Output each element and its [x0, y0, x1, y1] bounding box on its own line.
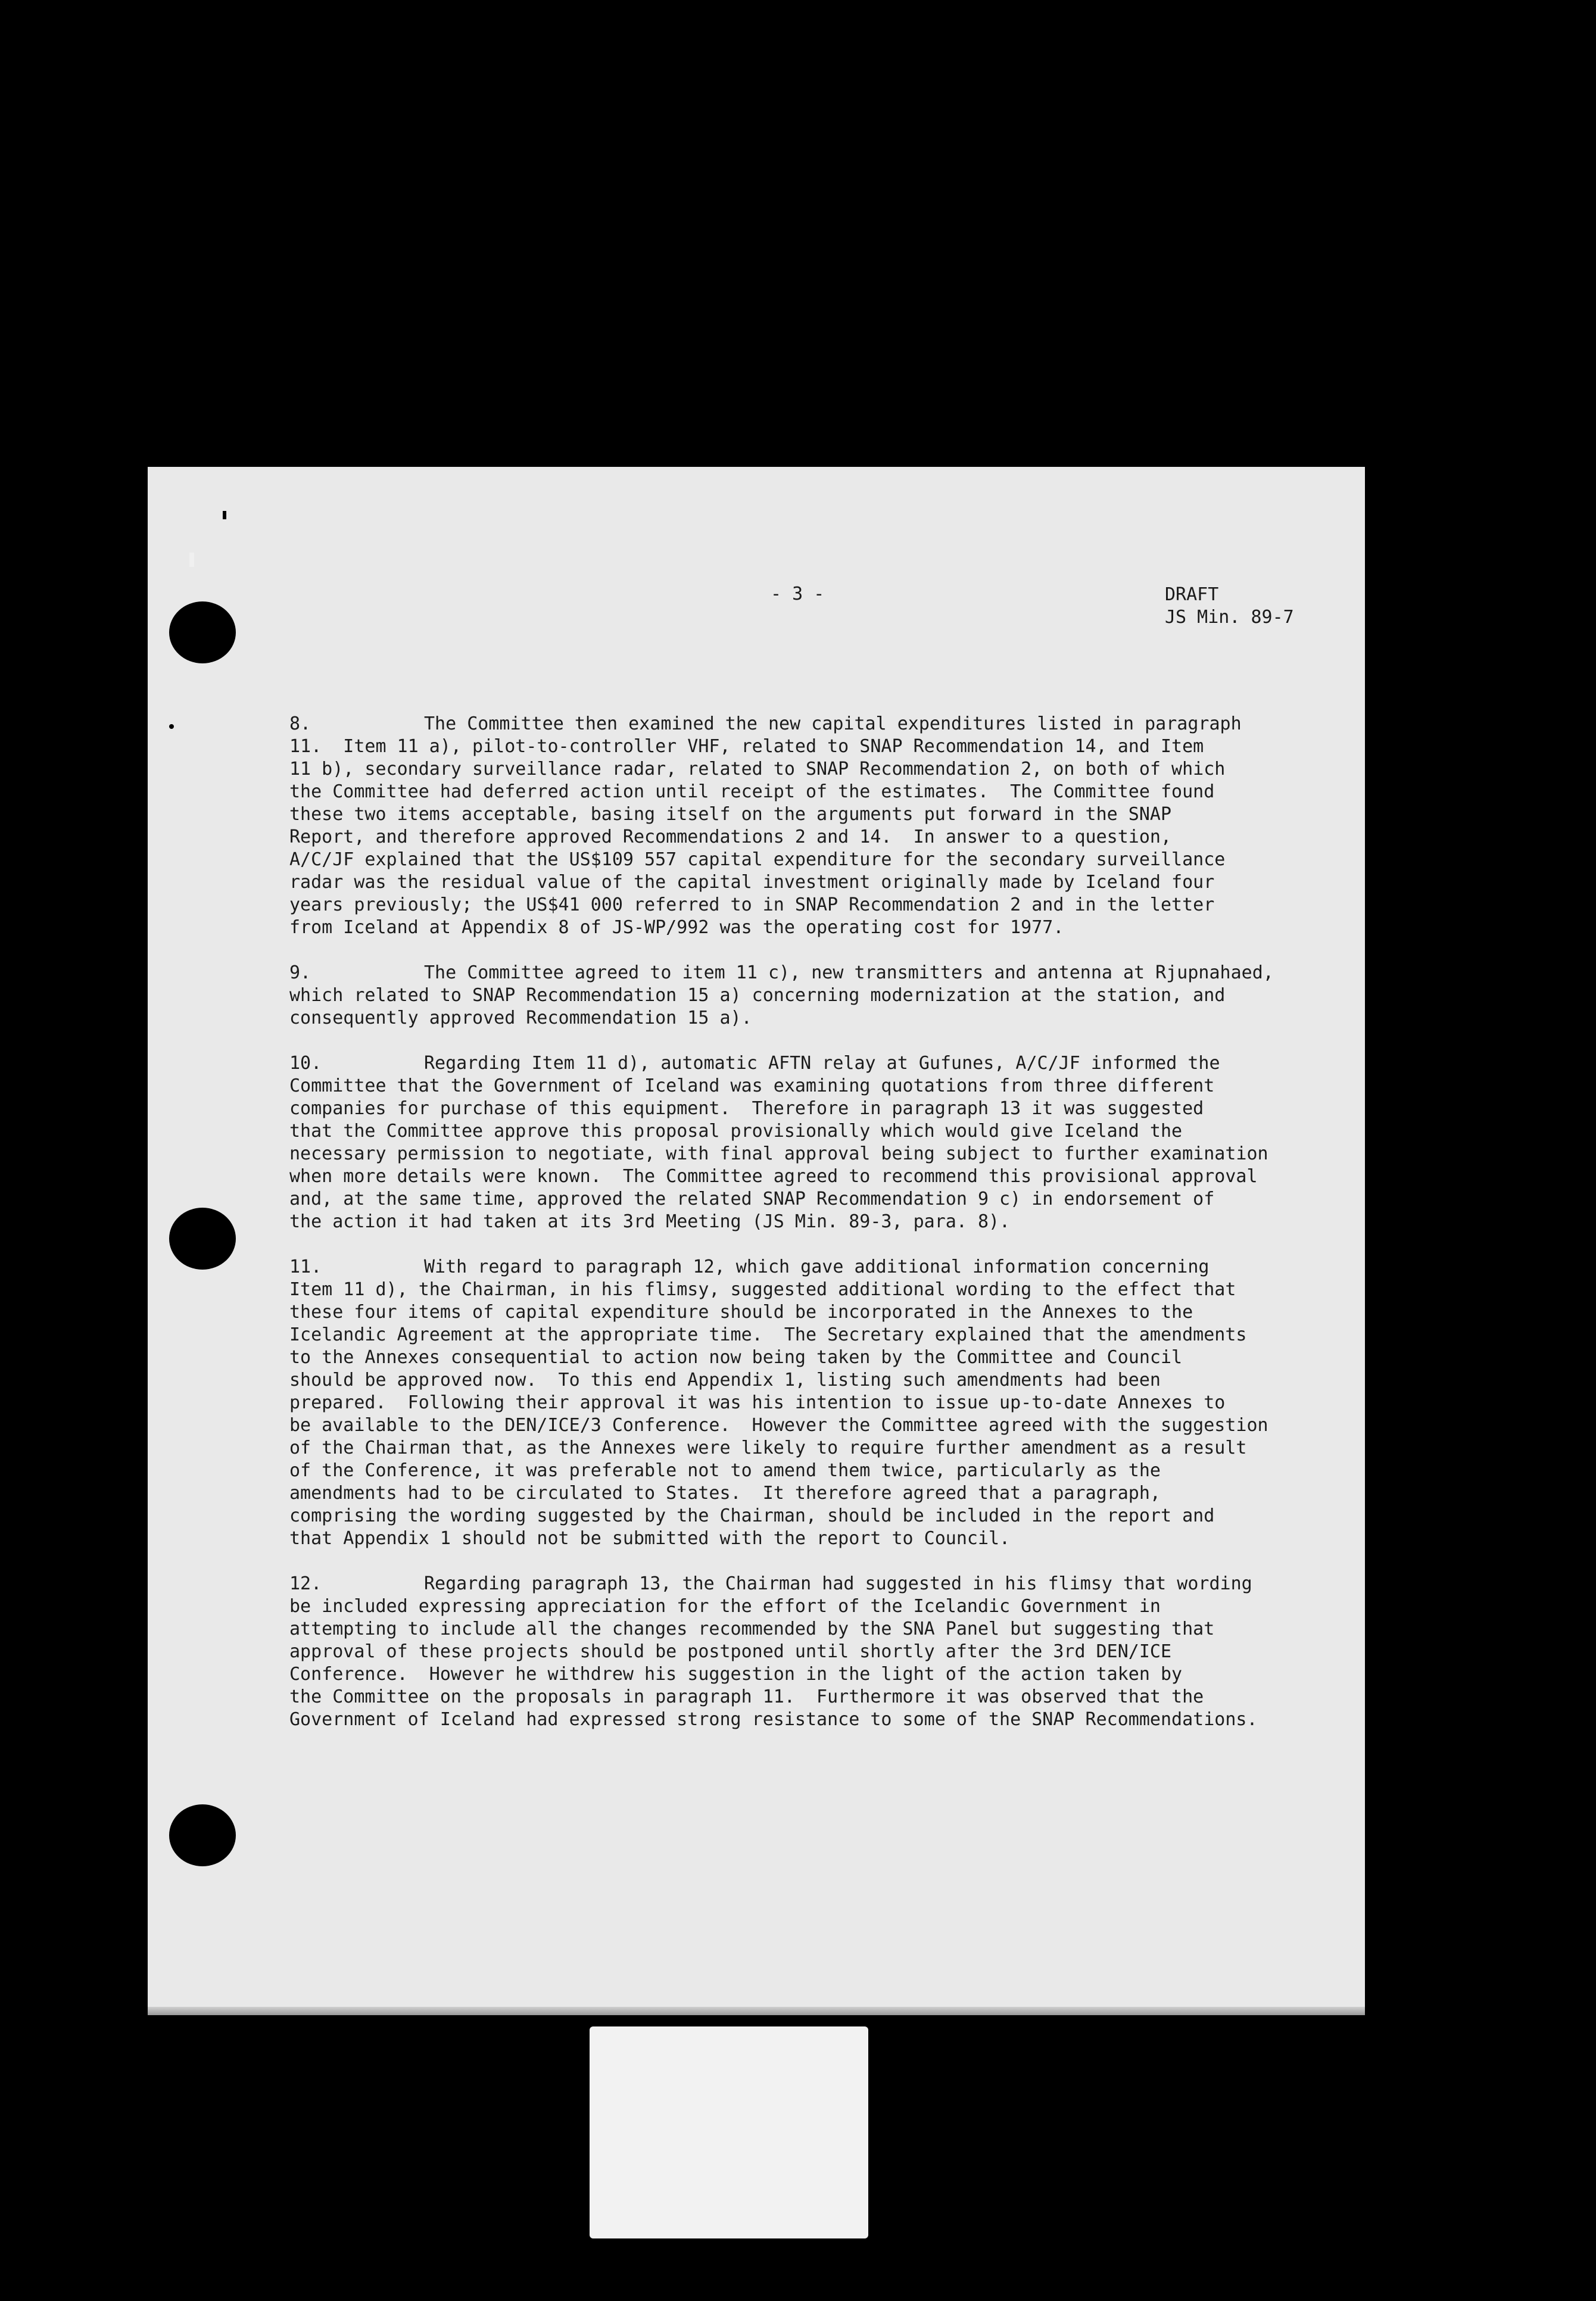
text-line: these two items acceptable, basing itself on the arguments put forward in the SNAP	[289, 804, 1172, 825]
text-line: Regarding paragraph 13, the Chairman had suggested in his flimsy that wording	[424, 1573, 1252, 1594]
text-line: be included expressing appreciation for the effort of the Icelandic Government in	[289, 1596, 1161, 1617]
paragraph-11	[289, 1256, 1361, 1550]
text-line: Item 11 d), the Chairman, in his flimsy, suggested additional wording to the effect that	[289, 1279, 1236, 1300]
text-line: to the Annexes consequential to action now being taken by the Committee and Council	[289, 1347, 1183, 1368]
draft-label: DRAFT	[1165, 584, 1219, 605]
text-line: Icelandic Agreement at the appropriate time. The Secretary explained that the amendments	[289, 1324, 1247, 1345]
text-line: that the Committee approve this proposal provisionally which would give Iceland the	[289, 1121, 1183, 1142]
text-line: should be approved now. To this end Appendix 1, listing such amendments had been	[289, 1370, 1161, 1390]
paragraph-10	[289, 1052, 1361, 1233]
punch-hole-middle	[169, 1208, 236, 1270]
text-line: that Appendix 1 should not be submitted with the report to Council.	[289, 1528, 1011, 1549]
text-line: Government of Iceland had expressed strong resistance to some of the SNAP Recommendations.	[289, 1709, 1258, 1730]
paper-tab	[590, 2026, 868, 2238]
paragraph-number: 9.	[289, 962, 311, 983]
text-line: consequently approved Recommendation 15 a).	[289, 1008, 752, 1028]
page-number: - 3 -	[771, 584, 825, 604]
punch-hole-top	[169, 601, 236, 663]
document-page	[148, 467, 1365, 2015]
paragraph-number: 10.	[289, 1053, 322, 1074]
text-line: With regard to paragraph 12, which gave additional information concerning	[424, 1256, 1210, 1277]
text-line: from Iceland at Appendix 8 of JS-WP/992 was the operating cost for 1977.	[289, 917, 1064, 938]
text-line: these four items of capital expenditure should be incorporated in the Annexes to the	[289, 1302, 1193, 1323]
text-line: companies for purchase of this equipment. Therefore in paragraph 13 it was suggested	[289, 1098, 1204, 1119]
text-line: Conference. However he withdrew his suggestion in the light of the action taken by	[289, 1664, 1183, 1685]
text-line: the Committee on the proposals in paragraph 11. Furthermore it was observed that the	[289, 1686, 1204, 1707]
text-line: of the Conference, it was preferable not to amend them twice, particularly as the	[289, 1460, 1161, 1481]
text-line: A/C/JF explained that the US$109 557 capital expenditure for the secondary surveillance	[289, 849, 1226, 870]
text-line: when more details were known. The Committee agreed to recommend this provisional approval	[289, 1166, 1258, 1187]
text-line: The Committee then examined the new capital expenditures listed in paragraph	[424, 713, 1242, 734]
minutes-reference: JS Min. 89-7	[1165, 607, 1294, 628]
margin-dot	[169, 724, 174, 729]
text-line: radar was the residual value of the capital investment originally made by Iceland four	[289, 872, 1215, 893]
text-line: attempting to include all the changes recommended by the SNA Panel but suggesting that	[289, 1619, 1215, 1639]
text-line: years previously; the US$41 000 referred to in SNAP Recommendation 2 and in the letter	[289, 894, 1215, 915]
paragraph-9	[289, 962, 1361, 1030]
text-line: 11. Item 11 a), pilot-to-controller VHF, related to SNAP Recommendation 14, and Item	[289, 736, 1204, 757]
paragraph-12	[289, 1573, 1361, 1731]
paragraph-number: 12.	[289, 1573, 322, 1594]
text-line: of the Chairman that, as the Annexes were likely to require further amendment as a result	[289, 1438, 1247, 1458]
text-line: Report, and therefore approved Recommendations 2 and 14. In answer to a question,	[289, 827, 1172, 847]
text-line: Committee that the Government of Iceland was examining quotations from three different	[289, 1075, 1215, 1096]
scan-speck-top	[223, 511, 226, 519]
text-line: and, at the same time, approved the related SNAP Recommendation 9 c) in endorsement of	[289, 1189, 1215, 1209]
text-line: comprising the wording suggested by the Chairman, should be included in the report and	[289, 1505, 1215, 1526]
text-line: The Committee agreed to item 11 c), new transmitters and antenna at Rjupnahaed,	[424, 962, 1274, 983]
text-line: be available to the DEN/ICE/3 Conference. However the Committee agreed with the suggestion	[289, 1415, 1268, 1436]
text-line: Regarding Item 11 d), automatic AFTN relay at Gufunes, A/C/JF informed the	[424, 1053, 1220, 1074]
document-reference	[1165, 584, 1294, 629]
text-line: the action it had taken at its 3rd Meeting (JS Min. 89-3, para. 8).	[289, 1211, 1011, 1232]
text-line: which related to SNAP Recommendation 15 a) concerning modernization at the station, and	[289, 985, 1226, 1006]
paragraph-number: 11.	[289, 1256, 322, 1277]
text-line: approval of these projects should be postponed until shortly after the 3rd DEN/ICE	[289, 1641, 1172, 1662]
text-line: amendments had to be circulated to States. It therefore agreed that a paragraph,	[289, 1483, 1161, 1504]
text-line: prepared. Following their approval it was his intention to issue up-to-date Annexes to	[289, 1392, 1226, 1413]
document-body	[289, 713, 1361, 1754]
punch-hole-bottom	[169, 1804, 236, 1866]
text-line: necessary permission to negotiate, with final approval being subject to further examination	[289, 1143, 1268, 1164]
scan-speck-edge	[189, 553, 194, 567]
paragraph-8	[289, 713, 1361, 939]
paragraph-number: 8.	[289, 713, 311, 734]
text-line: 11 b), secondary surveillance radar, related to SNAP Recommendation 2, on both of which	[289, 759, 1226, 780]
text-line: the Committee had deferred action until receipt of the estimates. The Committee found	[289, 781, 1215, 802]
